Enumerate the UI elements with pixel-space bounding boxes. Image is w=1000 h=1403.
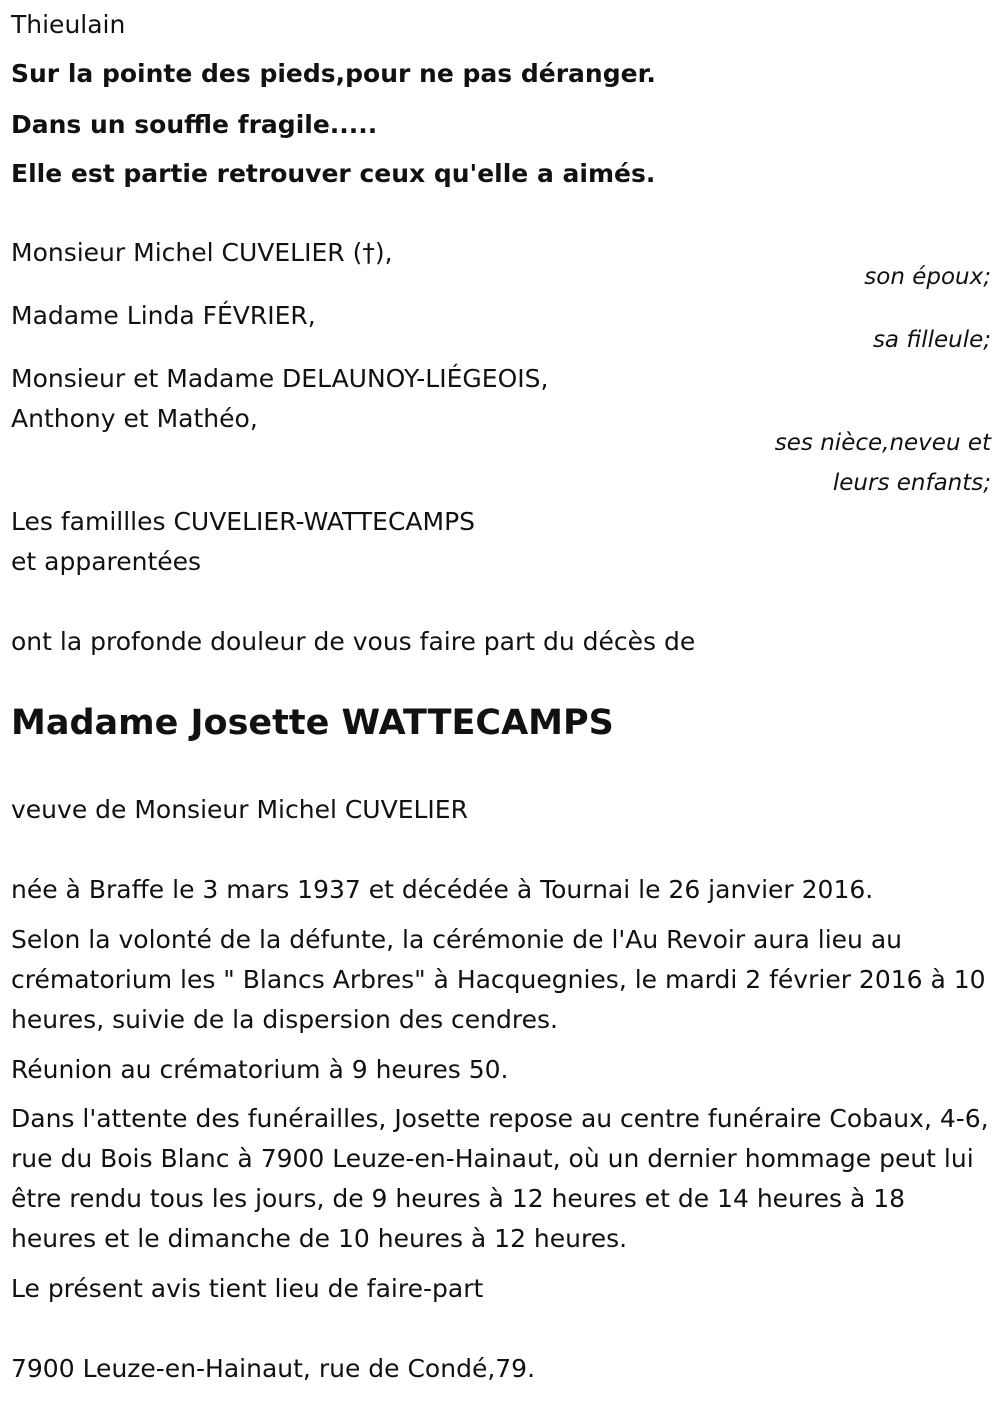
ceremony-paragraph: Selon la volonté de la défunte, la cérémonie de l'Au Revoir aura lieu au crématorium les " Blancs Arbres" à Hacquegnies, le mardi 2 février 2016 à 10 heures, suivie de la dispersion des cendres. (11, 925, 986, 1034)
announcement-text: ont la profonde douleur de vous faire part du décès de (11, 627, 696, 656)
families-line-1: Les famillles CUVELIER-WATTECAMPS (11, 507, 476, 536)
niece-names-line-2: Anthony et Mathéo, (11, 404, 258, 433)
husband-name: Monsieur Michel CUVELIER (†), (11, 238, 393, 267)
poem-line-2: Dans un souffle fragile..... (11, 110, 378, 139)
families-line-2: et apparentées (11, 547, 202, 576)
goddaughter-relation: sa filleule; (872, 327, 991, 353)
husband-relation: son époux; (864, 264, 991, 290)
funeral-home-paragraph: Dans l'attente des funérailles, Josette repose au centre funéraire Cobaux, 4-6, rue du Bois Blanc à 7900 Leuze-en-Hainaut, où un dernier hommage peut lui être rendu tous les jours, de 9 heures à 12 heures et de 14 heures à 18 heures et le dimanche de 10 heures à 12 heures. (11, 1104, 989, 1253)
address-text: 7900 Leuze-en-Hainaut, rue de Condé,79. (11, 1354, 536, 1383)
goddaughter-name: Madame Linda FÉVRIER, (11, 301, 316, 330)
deceased-name: Madame Josette WATTECAMPS (11, 703, 614, 743)
meeting-text: Réunion au crématorium à 9 heures 50. (11, 1055, 509, 1084)
widow-of-text: veuve de Monsieur Michel CUVELIER (11, 795, 468, 824)
poem-line-1: Sur la pointe des pieds,pour ne pas déranger. (11, 59, 656, 88)
niece-relation-line-2: leurs enfants; (832, 470, 991, 496)
birth-death-text: née à Braffe le 3 mars 1937 et décédée à Tournai le 26 janvier 2016. (11, 875, 874, 904)
niece-relation-line-1: ses nièce,neveu et (774, 430, 991, 456)
niece-names-line-1: Monsieur et Madame DELAUNOY-LIÉGEOIS, (11, 364, 549, 393)
poem-line-3: Elle est partie retrouver ceux qu'elle a aimés. (11, 159, 656, 188)
place-name: Thieulain (11, 10, 126, 39)
notice-text: Le présent avis tient lieu de faire-part (11, 1274, 484, 1303)
